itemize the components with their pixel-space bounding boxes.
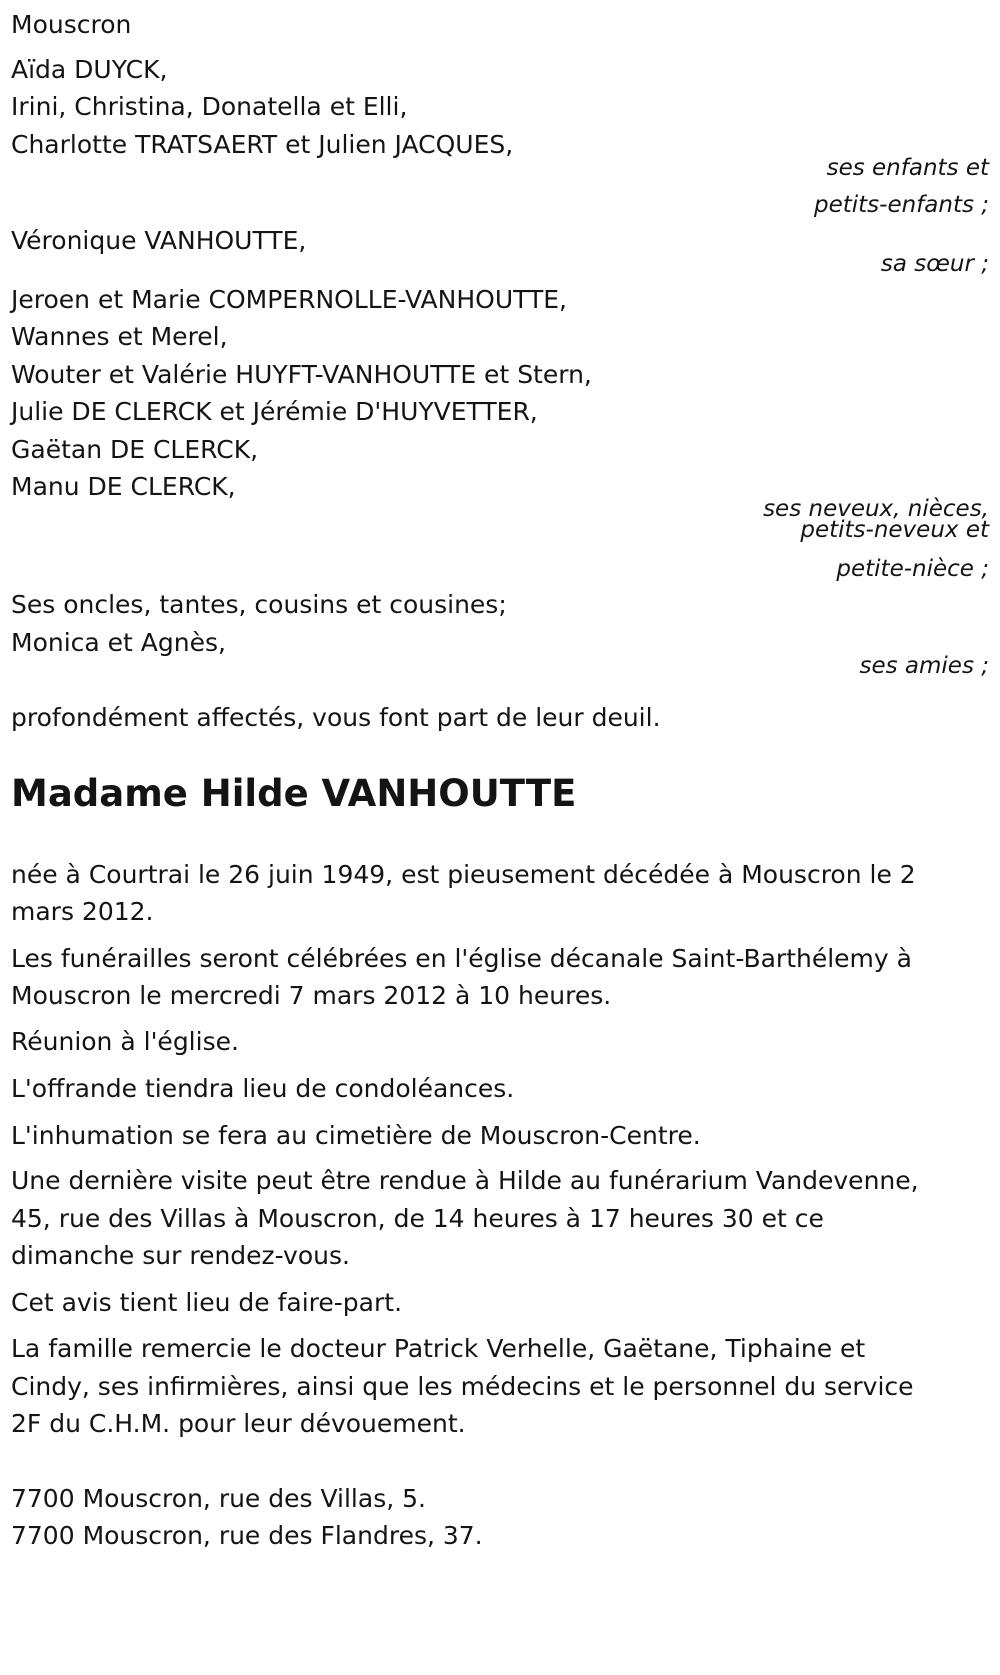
relation-label: ses enfants et: [826, 155, 989, 181]
detail-line: Cet avis tient lieu de faire-part.: [11, 1288, 403, 1317]
relation-label: sa sœur ;: [880, 251, 989, 277]
relation-label: ses amies ;: [859, 653, 989, 679]
family-line: Jeroen et Marie COMPERNOLLE-VANHOUTTE,: [11, 285, 567, 314]
detail-line: Cindy, ses infirmières, ainsi que les médecins et le personnel du service: [11, 1372, 914, 1401]
detail-line: dimanche sur rendez-vous.: [11, 1241, 350, 1270]
family-line: Charlotte TRATSAERT et Julien JACQUES,: [11, 130, 514, 159]
detail-line: Une dernière visite peut être rendue à Hilde au funérarium Vandevenne,: [11, 1166, 919, 1195]
detail-line: 2F du C.H.M. pour leur dévouement.: [11, 1409, 466, 1438]
family-line: Ses oncles, tantes, cousins et cousines;: [11, 590, 507, 619]
family-line: Véronique VANHOUTTE,: [11, 226, 307, 255]
family-line: Wouter et Valérie HUYFT-VANHOUTTE et Stern,: [11, 360, 592, 389]
deceased-name: Madame Hilde VANHOUTTE: [11, 772, 577, 815]
address-line: 7700 Mouscron, rue des Villas, 5.: [11, 1484, 426, 1513]
family-line: Gaëtan DE CLERCK,: [11, 435, 259, 464]
family-line: Monica et Agnès,: [11, 628, 226, 657]
family-line: Wannes et Merel,: [11, 322, 228, 351]
relation-label: petits-enfants ;: [813, 192, 989, 218]
detail-line: mars 2012.: [11, 897, 154, 926]
family-line: Manu DE CLERCK,: [11, 472, 236, 501]
detail-line: Réunion à l'église.: [11, 1027, 239, 1056]
announcement-text: profondément affectés, vous font part de leur deuil.: [11, 703, 661, 732]
location-header: Mouscron: [11, 10, 132, 39]
family-line: Aïda DUYCK,: [11, 55, 168, 84]
relation-label: petits-neveux et: [800, 517, 989, 543]
detail-line: Mouscron le mercredi 7 mars 2012 à 10 heures.: [11, 981, 612, 1010]
detail-line: née à Courtrai le 26 juin 1949, est pieusement décédée à Mouscron le 2: [11, 860, 916, 889]
detail-line: 45, rue des Villas à Mouscron, de 14 heures à 17 heures 30 et ce: [11, 1204, 824, 1233]
family-line: Julie DE CLERCK et Jérémie D'HUYVETTER,: [11, 397, 538, 426]
relation-label: petite-nièce ;: [836, 556, 989, 582]
detail-line: L'inhumation se fera au cimetière de Mouscron-Centre.: [11, 1121, 701, 1150]
family-line: Irini, Christina, Donatella et Elli,: [11, 92, 408, 121]
detail-line: La famille remercie le docteur Patrick Verhelle, Gaëtane, Tiphaine et: [11, 1334, 866, 1363]
detail-line: L'offrande tiendra lieu de condoléances.: [11, 1074, 515, 1103]
relation-label: ses neveux, nièces,: [763, 496, 989, 522]
detail-line: Les funérailles seront célébrées en l'église décanale Saint-Barthélemy à: [11, 944, 912, 973]
address-line: 7700 Mouscron, rue des Flandres, 37.: [11, 1521, 483, 1550]
